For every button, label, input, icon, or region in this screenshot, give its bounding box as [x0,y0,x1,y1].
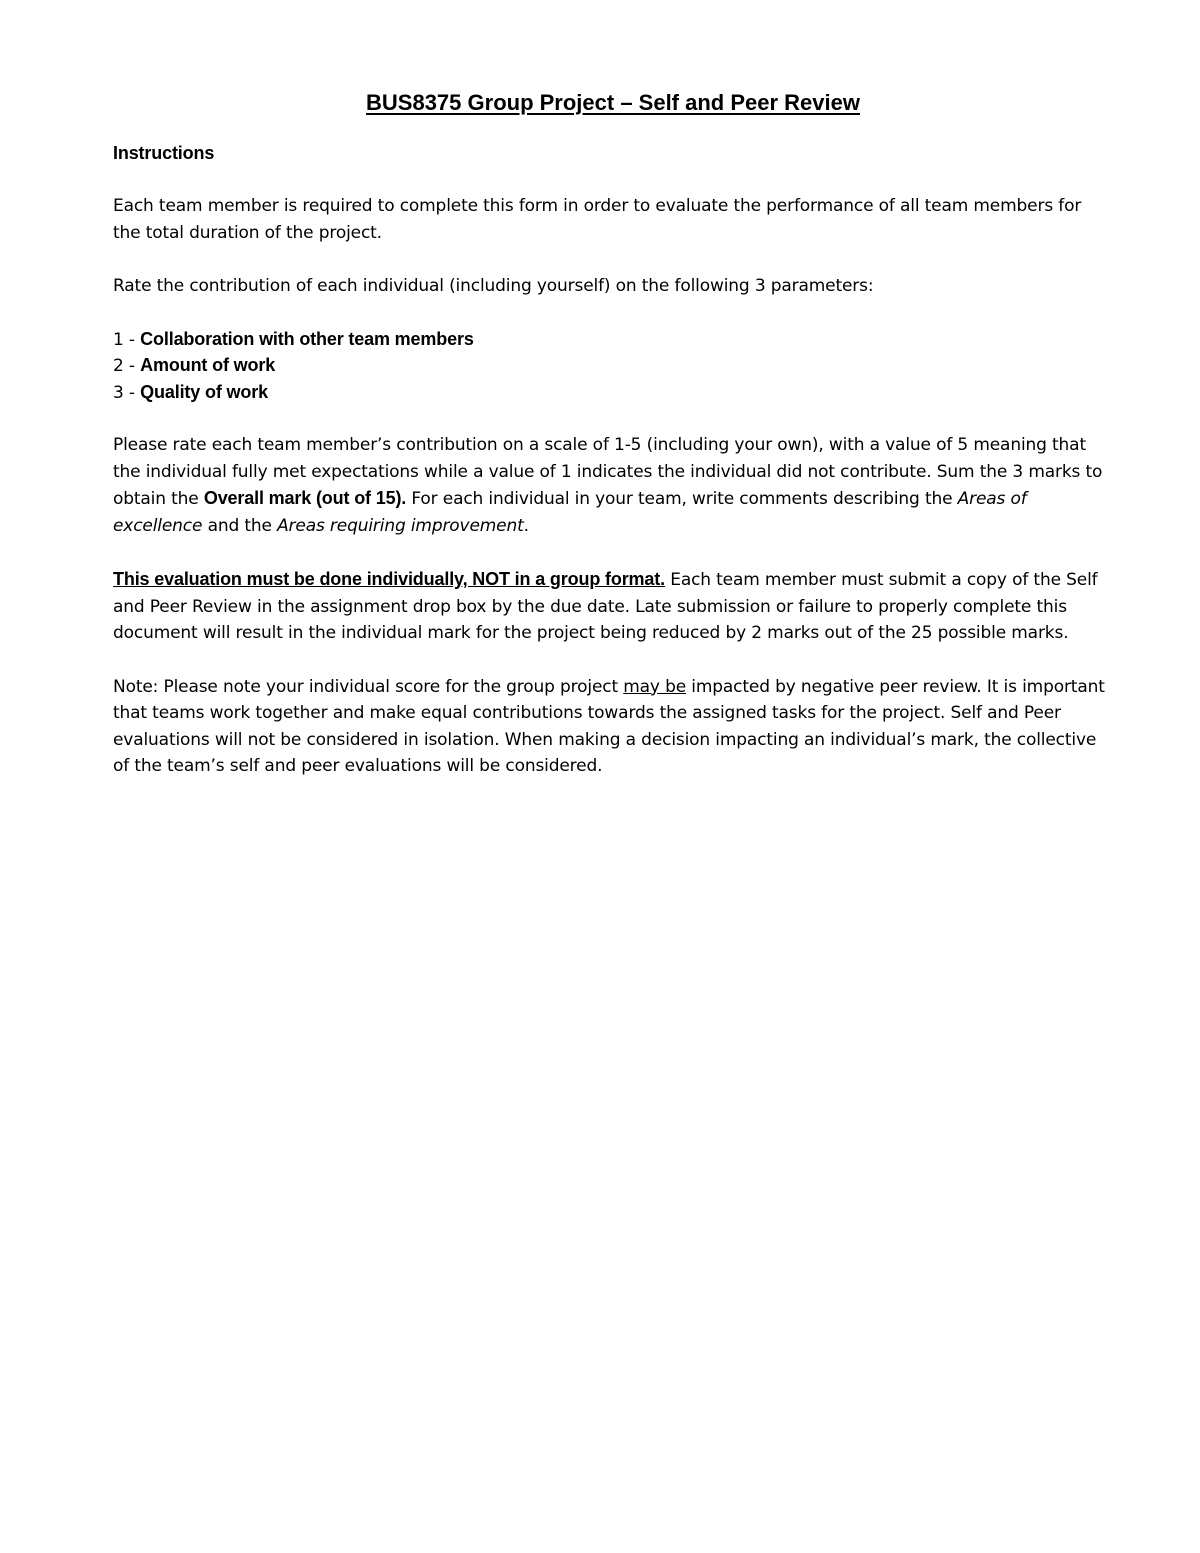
parameter-item [113,379,1113,406]
document-title: BUS8375 Group Project – Self and Peer Review [366,90,860,115]
scale-paragraph [113,432,1113,539]
may-be-text: may be [623,676,687,697]
intro-paragraph: Each team member is required to complete this form in order to evaluate the performance of all team members for the total duration of the project. [113,196,1082,243]
instructions-heading: Instructions [113,143,215,163]
parameters-list [113,326,1113,406]
areas-improvement-text: Areas requiring improvement [277,515,524,536]
parameter-number: 3 - [113,382,141,403]
note-paragraph [113,674,1113,780]
parameter-number: 1 - [113,329,141,350]
scale-text: Please rate each team member’s contribution on a scale of 1-5 (including your own), with a value of 5 meaning that the individual fully met expectations while a value of 1 indicates the individual did not contribute. Sum the 3 marks to obtain the [113,435,1103,509]
overall-mark-text: Overall mark (out of 15). [203,488,407,508]
parameter-number: 2 - [113,356,141,376]
individual-paragraph [113,566,1113,647]
note-text: Note: Please note your individual score for the group project [113,676,624,697]
parameter-item [113,326,1113,353]
parameter-item [113,352,1113,379]
rate-paragraph: Rate the contribution of each individual (including yourself) on the following 3 parameters: [113,276,874,296]
document-body [113,86,1113,780]
parameter-label: Collaboration with other team members [140,328,474,349]
individual-emphasis: This evaluation must be done individually, NOT in a group format. [113,569,665,589]
parameter-label: Quality of work [140,381,268,402]
scale-text: . [523,515,529,536]
parameter-label: Amount of work [140,355,276,375]
scale-text: and the [202,515,278,536]
scale-text: For each individual in your team, write comments describing the [406,489,958,509]
individual-text: Each team member must submit a copy of the Self and Peer Review in the assignment drop box by the due date. Late submission or failure to properly complete this document will result in the individual mark for the project being reduced by 2 marks out of the 25 possible marks. [113,570,1098,643]
note-text: impacted by negative peer review. It is important that teams work together and make equal contributions towards the assigned tasks for the project. Self and Peer evaluations will not be considered in isolation. When making a decision impacting an individual’s mark, the collective of the team’s self and peer evaluations will be considered. [113,676,1105,776]
areas-excellence-text: Areas of excellence [113,489,1027,536]
